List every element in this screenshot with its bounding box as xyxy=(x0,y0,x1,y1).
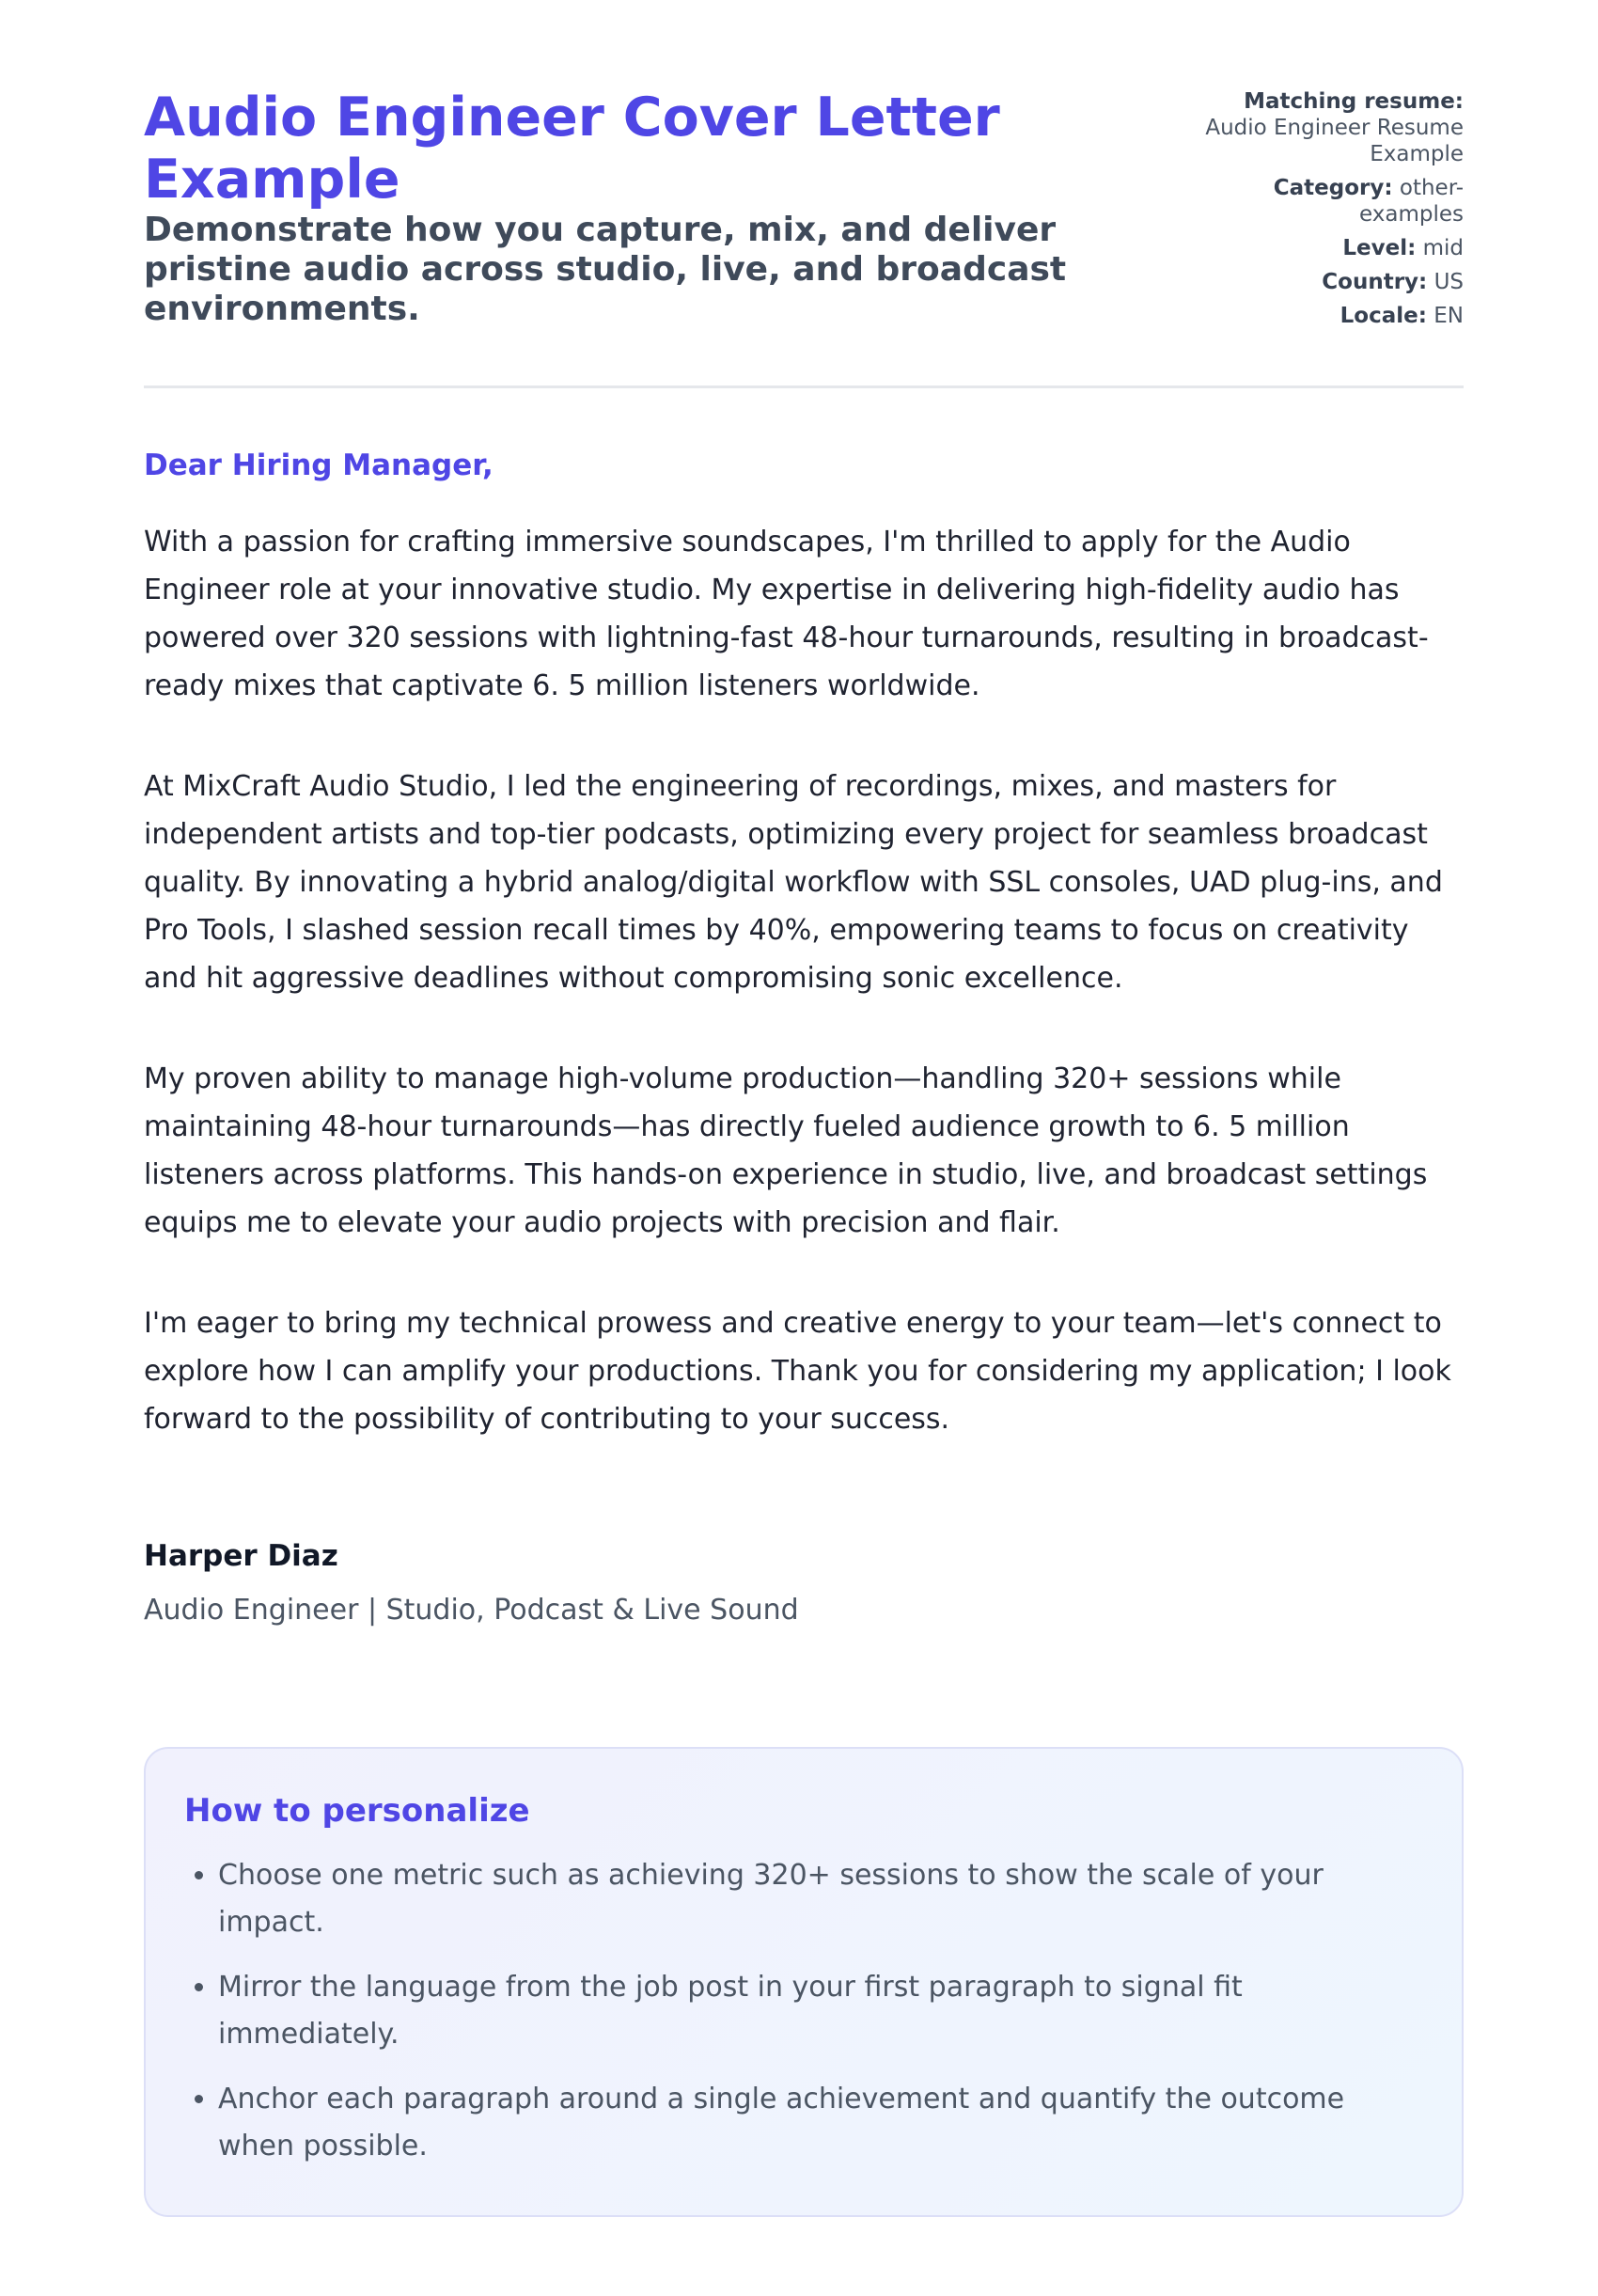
meta-level xyxy=(1182,235,1464,261)
page xyxy=(144,0,1464,2162)
signature-name: Harper Diaz xyxy=(144,1539,338,1573)
tips-title: How to personalize xyxy=(184,1792,530,1830)
meta-value: other-examples xyxy=(1359,176,1464,227)
letter-paragraph: I'm eager to bring my technical prowess and creative energy to your team—let's connect to explore how I can amplify your productions. Thank you for considering my application; I look forward to the possibility of contributing to your success. xyxy=(144,1307,1451,1436)
letter-paragraph: At MixCraft Audio Studio, I led the engineering of recordings, mixes, and masters for independent artists and top-tier podcasts, optimizing every project for seamless broadcast quality. By innovating a hybrid analog/digital workflow with SSL consoles, UAD plug-ins, and Pro Tools, I slashed session recall times by 40%, empowering teams to focus on creativity and hit aggressive deadlines without compromising sonic excellence. xyxy=(144,770,1443,995)
personalize-tips-box xyxy=(144,1747,1464,2217)
meta-locale xyxy=(1182,303,1464,329)
page-title: Audio Engineer Cover Letter Example xyxy=(144,86,1000,211)
meta-label: Matching resume: xyxy=(1244,89,1464,114)
meta-panel xyxy=(1182,88,1464,337)
page-subtitle: Demonstrate how you capture, mix, and deliver pristine audio across studio, live, and broadcast environments. xyxy=(144,211,1067,328)
signature-role: Audio Engineer | Studio, Podcast & Live Sound xyxy=(144,1594,799,1627)
meta-value: EN xyxy=(1434,304,1464,328)
meta-value: US xyxy=(1434,270,1464,294)
greeting: Dear Hiring Manager, xyxy=(144,448,494,482)
meta-label: Category: xyxy=(1273,176,1393,200)
page-header xyxy=(144,0,1464,388)
signature xyxy=(144,1537,1464,1629)
meta-value: Audio Engineer Resume Example xyxy=(1205,116,1464,166)
meta-label: Locale: xyxy=(1340,304,1427,328)
letter-body xyxy=(144,447,1464,1629)
tip-item: • Anchor each paragraph around a single achievement and quantify the outcome when possible. xyxy=(218,2076,1405,2170)
tip-item: • Choose one metric such as achieving 320+ sessions to show the scale of your impact. xyxy=(218,1852,1405,1946)
meta-country xyxy=(1182,269,1464,295)
letter-paragraph: My proven ability to manage high-volume production—handling 320+ sessions while maintaining 48-hour turnarounds—has directly fueled audience growth to 6. 5 million listeners across platforms. This hands-on experience in studio, live, and broadcast settings equips me to elevate your audio projects with precision and flair. xyxy=(144,1062,1428,1239)
meta-label: Country: xyxy=(1322,270,1428,294)
meta-label: Level: xyxy=(1342,236,1417,260)
letter-paragraph: With a passion for crafting immersive soundscapes, I'm thrilled to apply for the Audio Engineer role at your innovative studio. My expertise in delivering high-fidelity audio has powered over 320 sessions with lightning-fast 48-hour turnarounds, resulting in broadcast-ready mixes that captivate 6. 5 million listeners worldwide. xyxy=(144,526,1429,702)
tip-item: • Mirror the language from the job post in your first paragraph to signal fit immediately. xyxy=(218,1964,1405,2058)
header-titles xyxy=(144,86,1084,329)
meta-value: mid xyxy=(1422,236,1464,260)
tips-list xyxy=(184,1852,1405,2170)
meta-category xyxy=(1182,175,1464,228)
meta-matching-resume xyxy=(1182,88,1464,167)
